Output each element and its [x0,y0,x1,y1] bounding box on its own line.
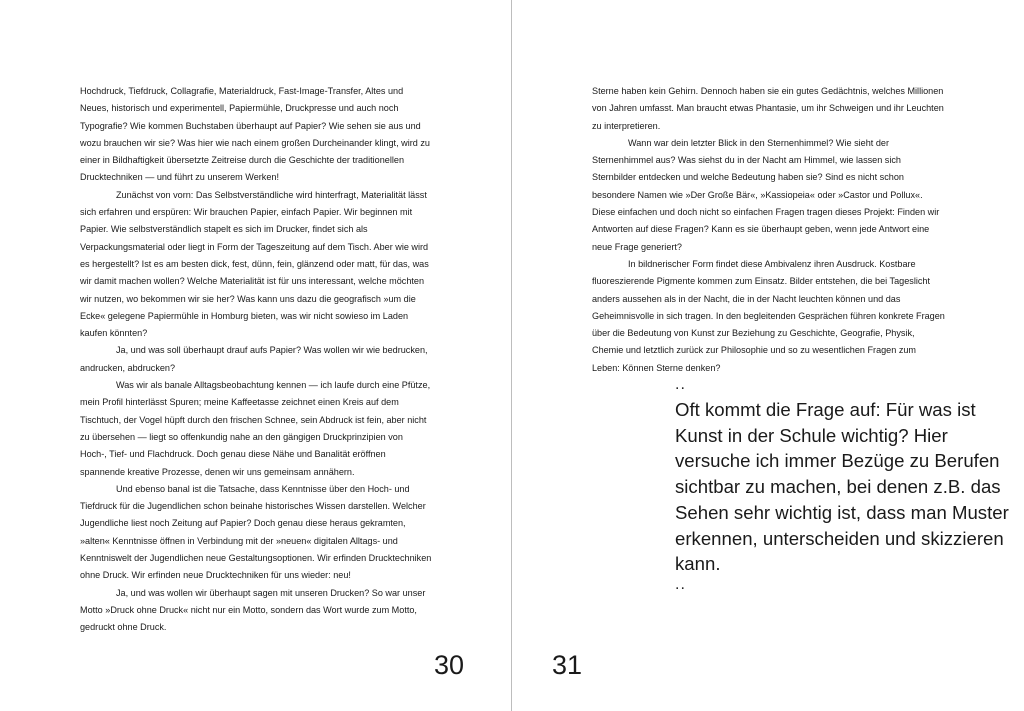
left-paragraph: Was wir als banale Alltagsbeobachtung kennen — ich laufe durch eine Pfütze, mein Profil hinterlässt Spuren; meine Kaffeetasse zeichnet einen Kreis auf dem Tischtuch, der Vogel hüpft durch den frischen Schnee, sein Abdruck ist fein, aber nicht zu übersehen — liegt so offenkundig nahe an den gängigen Druckprinzipien von Hoch-, Tief- und Flachdruck. Doch genau diese Nähe und Banalität eröffnen spannende kreative Prozesse, denen wir uns gemeinsam annähern. [80,380,431,477]
page-number-right: 31 [552,650,583,680]
pull-quote [675,377,1015,597]
left-page [0,0,511,711]
left-paragraph: Hochdruck, Tiefdruck, Collagrafie, Materialdruck, Fast-Image-Transfer, Altes und Neues, historisch und experimentell, Papiermühle, Druckpresse und auch noch Typografie? Wie kommen Buchstaben überhaupt auf Papier? Wie sehen sie aus und wozu brauchen wir sie? Was hier wie nach einem großen Durcheinander klingt, wird zu einer in Bildhaftigkeit übersetzte Zeitreise durch die Geschichte der traditionellen Drucktechniken — und führt zu unserem Werken! [80,86,430,183]
page-number-left: 30 [434,650,465,680]
right-paragraph: Sterne haben kein Gehirn. Dennoch haben sie ein gutes Gedächtnis, welches Millionen von Jahren umfasst. Man braucht etwas Phantasie, um ihr Schweigen und ihr Leuchten zu interpretieren. [592,86,944,131]
quote-close-mark: .. [675,575,686,593]
left-paragraph: Ja, und was soll überhaupt drauf aufs Papier? Was wollen wir wie bedrucken, andrucken, abdrucken? [80,345,428,373]
quote-open-mark: .. [675,376,686,393]
quote-text: Oft kommt die Frage auf: Für was ist Kunst in der Schule wichtig? Hier versuche ich immer Bezüge zu Berufen sichtbar zu machen, bei denen z.B. das Sehen sehr wichtig ist, dass man Muster erkennen, unterscheiden und skizzieren kann. [675,399,1009,575]
left-paragraph: Ja, und was wollen wir überhaupt sagen mit unseren Drucken? So war unser Motto »Druck ohne Druck« nicht nur ein Motto, sondern das Wort wurde zum Motto, gedruckt ohne Druck. [80,587,426,633]
left-body-text [80,83,432,637]
left-paragraph: Und ebenso banal ist die Tatsache, dass Kenntnisse über den Hoch- und Tiefdruck für die Jugendlichen schon beinahe historisches Wissen darstellen. Welcher Jugendliche liest noch Zeitung auf Papier? Doch genau diese heraus gekramten, »alten« Kenntnisse öffnen in Verbindung mit der »neuen« digitalen Alltags- und Kenntniswelt der Jugendlichen neue Gestaltungsoptionen. Wir erfinden Drucktechniken ohne Druck. Wir erfinden neue Drucktechniken für uns wieder: neu! [80,483,432,581]
right-paragraph: In bildnerischer Form findet diese Ambivalenz ihren Ausdruck. Kostbare fluoreszierende Pigmente kommen zum Einsatz. Bilder entstehen, die bei Tageslicht anders aussehen als in der Nacht, die in der Nacht leuchten können und das Geheimnisvolle in sich tragen. In den begleitenden Gesprächen führen konkrete Fragen über die Bedeutung von Kunst zur Beziehung zu Geschichte, Geografie, Physik, Chemie und letztlich zurück zur Philosophie und so zu wesentlichen Fragen zum Leben: Können Sterne denken? [592,258,945,373]
left-paragraph: Zunächst von vorn: Das Selbstverständliche wird hinterfragt, Materialität lässt sich erfahren und erspüren: Wir brauchen Papier, einfach Papier. Wir beginnen mit Papier. Wie selbstverständlich stapelt es sich im Drucker, findet sich als Verpackungsmaterial oder liegt in Form der Tageszeitung auf dem Tisch. Aber wie wird es hergestellt? Ist es am besten dick, fest, dünn, fein, glänzend oder matt, für das, was wir damit machen wollen? Welche Materialität ist für uns interessant, welche möchten wir nutzen, wo bekommen wir sie her? Was kann uns dazu die geografisch »um die Ecke« gelegene Papiermühle in Homburg bieten, was wir nicht sowieso im Laden kaufen könnten? [80,189,429,339]
right-body-text [592,83,945,377]
right-page [512,0,1024,711]
right-paragraph: Wann war dein letzter Blick in den Sternenhimmel? Wie sieht der Sternenhimmel aus? Was siehst du in der Nacht am Himmel, wie lassen sich Sternbilder entdecken und welche Bedeutung haben sie? Sind es nicht schon besondere Namen wie »Der Große Bär«, »Kassiopeia« oder »Castor und Pollux«. Diese einfachen und doch nicht so einfachen Fragen tragen dieses Projekt: Finden wir Antworten auf diese Fragen? Kann es sie überhaupt geben, wenn jede Antwort eine neue Frage generiert? [592,137,940,252]
